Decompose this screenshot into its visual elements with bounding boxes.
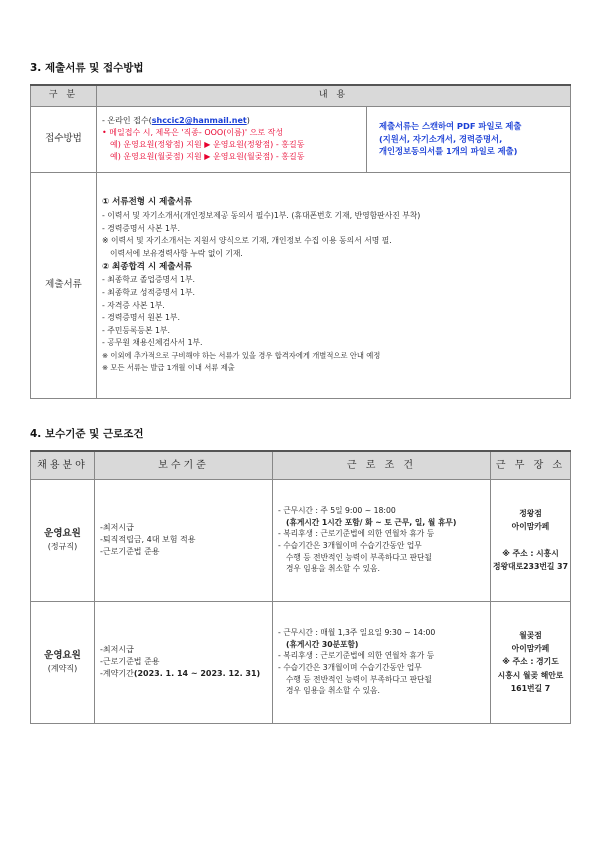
table-row	[31, 601, 571, 723]
header-content: 내 용	[97, 85, 571, 106]
submission-table	[30, 84, 571, 399]
online-line: - 온라인 접수(shccic2@hanmail.net)	[102, 116, 250, 125]
table-row	[31, 479, 571, 601]
docs-part1-title: ① 서류전형 시 제출서류	[102, 197, 192, 208]
docs-note-b: ※ 모든 서류는 발급 1개월 이내 서류 제출	[102, 362, 235, 372]
mail-line-2: 예) 운영요원(정왕점) 지원 ▶ 운영요원(정왕점) - 홍길동	[110, 140, 305, 149]
docs-part2-item: - 공무원 채용신체검사서 1부.	[102, 338, 203, 348]
docs-label: 제출서류	[31, 172, 97, 398]
field-cell: 운영요원 (계약직)	[31, 601, 95, 723]
email-link[interactable]: shccic2@hanmail.net	[151, 116, 247, 125]
docs-part1-note: ※ 이력서 및 자기소개서는 지원서 양식으로 기재, 개인정보 수집 이용 동의서 서명 필.	[102, 236, 392, 246]
docs-part2-item: - 자격증 사본 1부.	[102, 300, 165, 310]
docs-part1-note: 이력서에 보유경력사항 누락 없이 기재.	[110, 248, 243, 258]
docs-part2-title: ② 최종합격 시 제출서류	[102, 261, 192, 272]
mail-line-1: • 메일접수 시, 제목은 '직종- OOO(이름)' 으로 작성	[102, 128, 284, 137]
section3-title: 3. 제출서류 및 접수방법	[30, 62, 144, 74]
method-note: 제출서류는 스캔하여 PDF 파일로 제출 (지원서, 자기소개서, 경력증명서, 개인정보동의서를 1개의 파일로 제출)	[367, 106, 571, 172]
header-field: 채용분야	[31, 451, 95, 479]
conditions-cell: - 근무시간 : 주 5일 9:00 ~ 18:00 (휴게시간 1시간 포함/ 화 ~ 토 근무, 일, 월 휴무) - 복리후생 : 근로기준법에 의한 연월차 휴가 등 - 수습기간은 3개월이며 수습기간동안 업무 수행 등 전반적인 능력이 부족하다고 판단될 경우 임용을 취소할 수 있음.	[273, 479, 491, 601]
header-category: 구 분	[31, 85, 97, 106]
header-conditions: 근 로 조 건	[273, 451, 491, 479]
conditions-table	[30, 450, 571, 724]
docs-part2-item: - 최종학교 성적증명서 1부.	[102, 287, 196, 297]
pay-cell: -최저시급 -근로기준법 준용 -계약기간(2023. 1. 14 ~ 2023. 12. 31)	[95, 601, 273, 723]
docs-part2-item: - 최종학교 졸업증명서 1부.	[102, 275, 196, 285]
header-pay: 보수기준	[95, 451, 273, 479]
docs-part2-item: - 경력증명서 원본 1부.	[102, 313, 180, 323]
docs-part1-item: - 이력서 및 자기소개서(개인정보제공 동의서 필수)1부. (휴대폰번호 기재, 반영함판사진 부착)	[102, 211, 421, 221]
section4-title: 4. 보수기준 및 근로조건	[30, 428, 144, 440]
mail-line-3: 예) 운영요원(월곶점) 지원 ▶ 운영요원(월곶점) - 홍길동	[110, 152, 305, 161]
docs-part2-item: - 주민등록등본 1부.	[102, 325, 170, 335]
field-cell: 운영요원 (정규직)	[31, 479, 95, 601]
method-label: 접수방법	[31, 106, 97, 172]
location-cell: 정왕점 아이맘카페 ※ 주소 : 시흥시 정왕대로233번길 37	[491, 479, 571, 601]
docs-part1-item: - 경력증명서 사본 1부.	[102, 223, 180, 233]
docs-content	[97, 172, 571, 398]
pay-cell: -최저시급 -퇴직적립금, 4대 보험 적용 -근로기준법 준용	[95, 479, 273, 601]
docs-note-a: ※ 이외에 추가적으로 구비해야 하는 서류가 있을 경우 합격자에게 개별적으로 안내 예정	[102, 351, 381, 361]
method-content	[97, 106, 367, 172]
location-cell: 월곶점 아이맘카페 ※ 주소 : 경기도 시흥시 월곶 해안로 161번길 7	[491, 601, 571, 723]
header-location: 근 무 장 소	[491, 451, 571, 479]
conditions-cell: - 근무시간 : 매월 1,3주 일요일 9:30 ~ 14:00 (휴게시간 30분포함) - 복리후생 : 근로기준법에 의한 연월차 휴가 등 - 수습기간은 3개월이며 수습기간동안 업무 수행 등 전반적인 능력이 부족하다고 판단될 경우 임용을 취소할 수 있음.	[273, 601, 491, 723]
